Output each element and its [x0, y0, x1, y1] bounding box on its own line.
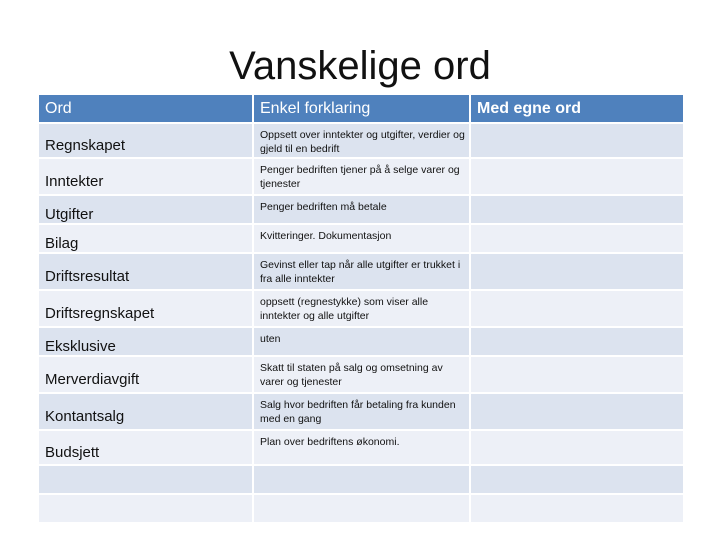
explanation-cell: Gevinst eller tap når alle utgifter er trukket i fra alle inntekter	[254, 254, 469, 289]
own-words-cell[interactable]	[471, 328, 683, 355]
explanation-cell: Salg hvor bedriften får betaling fra kunden med en gang	[254, 394, 469, 429]
explanation-cell: Skatt til staten på salg og omsetning av varer og tjenester	[254, 357, 469, 392]
own-words-cell[interactable]	[471, 291, 683, 326]
table-row	[39, 495, 683, 522]
word-cell: Bilag	[39, 225, 252, 252]
word-cell: Merverdiavgift	[39, 357, 252, 392]
explanation-cell: uten	[254, 328, 469, 355]
table-header-row	[39, 95, 683, 122]
table-row	[39, 124, 683, 157]
vocabulary-table	[37, 93, 685, 524]
word-cell: Budsjett	[39, 431, 252, 464]
word-cell: Kontantsalg	[39, 394, 252, 429]
table-row	[39, 357, 683, 392]
page-title: Vanskelige ord	[229, 44, 491, 88]
header-own-words: Med egne ord	[471, 95, 683, 122]
header-word: Ord	[39, 95, 252, 122]
word-cell: Driftsresultat	[39, 254, 252, 289]
table-row	[39, 394, 683, 429]
explanation-cell: Penger bedriften tjener på å selge varer og tjenester	[254, 159, 469, 194]
table-row	[39, 196, 683, 223]
table-row	[39, 466, 683, 493]
table-row	[39, 431, 683, 464]
table-row	[39, 225, 683, 252]
word-cell[interactable]	[39, 466, 252, 493]
table-row	[39, 159, 683, 194]
word-cell[interactable]	[39, 495, 252, 522]
own-words-cell[interactable]	[471, 466, 683, 493]
own-words-cell[interactable]	[471, 159, 683, 194]
own-words-cell[interactable]	[471, 196, 683, 223]
explanation-cell: Oppsett over inntekter og utgifter, verdier og gjeld til en bedrift	[254, 124, 469, 157]
own-words-cell[interactable]	[471, 431, 683, 464]
table-row	[39, 328, 683, 355]
word-cell: Driftsregnskapet	[39, 291, 252, 326]
word-cell: Regnskapet	[39, 124, 252, 157]
own-words-cell[interactable]	[471, 357, 683, 392]
word-cell: Inntekter	[39, 159, 252, 194]
own-words-cell[interactable]	[471, 394, 683, 429]
explanation-cell: Kvitteringer. Dokumentasjon	[254, 225, 469, 252]
table-row	[39, 291, 683, 326]
table-row	[39, 254, 683, 289]
own-words-cell[interactable]	[471, 124, 683, 157]
explanation-cell: oppsett (regnestykke) som viser alle inntekter og alle utgifter	[254, 291, 469, 326]
explanation-cell[interactable]	[254, 466, 469, 493]
own-words-cell[interactable]	[471, 225, 683, 252]
own-words-cell[interactable]	[471, 254, 683, 289]
explanation-cell: Penger bedriften må betale	[254, 196, 469, 223]
header-explanation: Enkel forklaring	[254, 95, 469, 122]
own-words-cell[interactable]	[471, 495, 683, 522]
word-cell: Utgifter	[39, 196, 252, 223]
explanation-cell: Plan over bedriftens økonomi.	[254, 431, 469, 464]
explanation-cell[interactable]	[254, 495, 469, 522]
word-cell: Eksklusive	[39, 328, 252, 355]
